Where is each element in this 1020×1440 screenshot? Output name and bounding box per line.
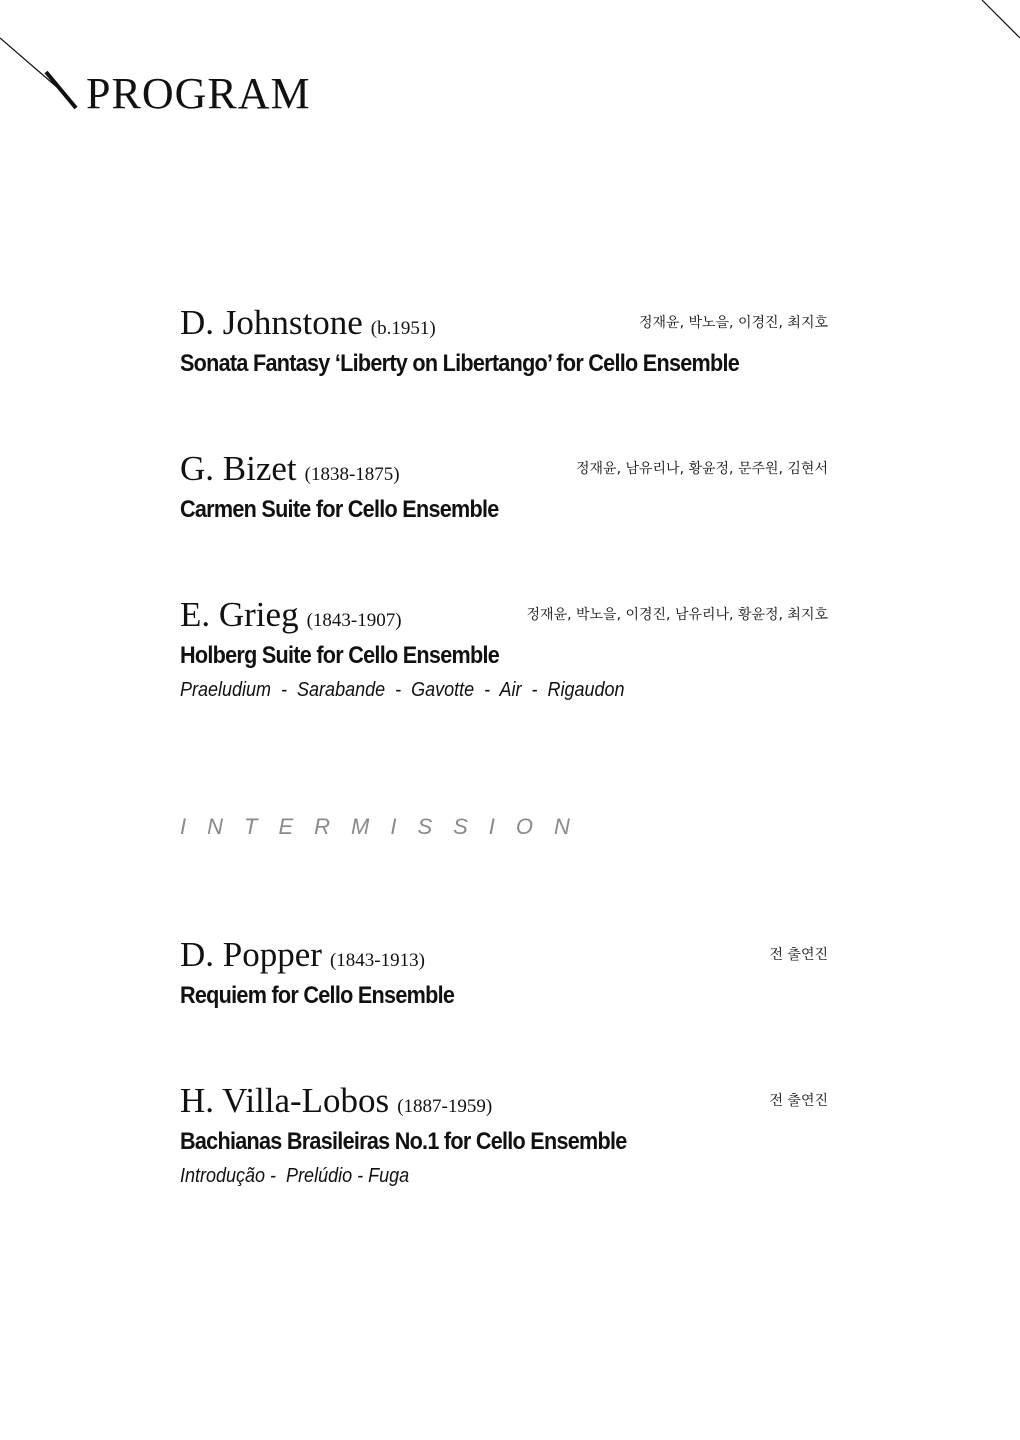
right-diagonal-line (982, 0, 1020, 38)
composer (180, 597, 402, 632)
composer-dates: (1838-1875) (304, 464, 400, 485)
composer (180, 305, 436, 340)
work-title: Carmen Suite for Cello Ensemble (180, 496, 499, 523)
composer-dates: (1843-1913) (329, 950, 425, 971)
intermission-label: INTERMISSION (180, 814, 591, 839)
performers: 정재윤, 박노을, 이경진, 남유리나, 황윤정, 최지호 (526, 607, 828, 623)
composer-name: E. Grieg (180, 595, 299, 634)
composer-dates: (1843-1907) (306, 610, 402, 631)
performers: 전 출연진 (769, 1093, 828, 1109)
title-slash-mark (46, 72, 76, 108)
movements: Praeludium - Sarabande - Gavotte - Air - Rigaudon (180, 678, 625, 701)
performers: 정재윤, 남유리나, 황윤정, 문주원, 김현서 (576, 461, 828, 477)
composer-name: D. Johnstone (180, 303, 363, 342)
program-item (180, 1076, 828, 1188)
program-item (180, 590, 828, 702)
work-title: Requiem for Cello Ensemble (180, 982, 455, 1009)
program-item-header (180, 1076, 828, 1118)
composer-dates: (1887-1959) (397, 1096, 493, 1117)
left-diagonal-line (0, 38, 58, 88)
performers: 정재윤, 박노을, 이경진, 최지호 (639, 315, 828, 331)
program-item-header (180, 930, 828, 972)
work-title: Holberg Suite for Cello Ensemble (180, 642, 500, 669)
program-item-header (180, 590, 828, 632)
composer-name: D. Popper (180, 935, 322, 974)
composer-name: G. Bizet (180, 449, 297, 488)
program-item-header (180, 444, 828, 486)
composer (180, 1083, 492, 1118)
composer (180, 451, 400, 486)
page-title: PROGRAM (86, 69, 311, 118)
performers: 전 출연진 (769, 947, 828, 963)
program-item-header (180, 298, 828, 340)
work-title: Bachianas Brasileiras No.1 for Cello Ensemble (180, 1128, 627, 1155)
movements: Introdução - Prelúdio - Fuga (180, 1164, 410, 1187)
composer (180, 937, 425, 972)
program-item (180, 298, 828, 379)
composer-dates: (b.1951) (370, 318, 436, 339)
program-item (180, 930, 828, 1011)
program-item (180, 444, 828, 525)
work-title: Sonata Fantasy ‘Liberty on Libertango’ for Cello Ensemble (180, 350, 740, 377)
composer-name: H. Villa-Lobos (180, 1081, 390, 1120)
